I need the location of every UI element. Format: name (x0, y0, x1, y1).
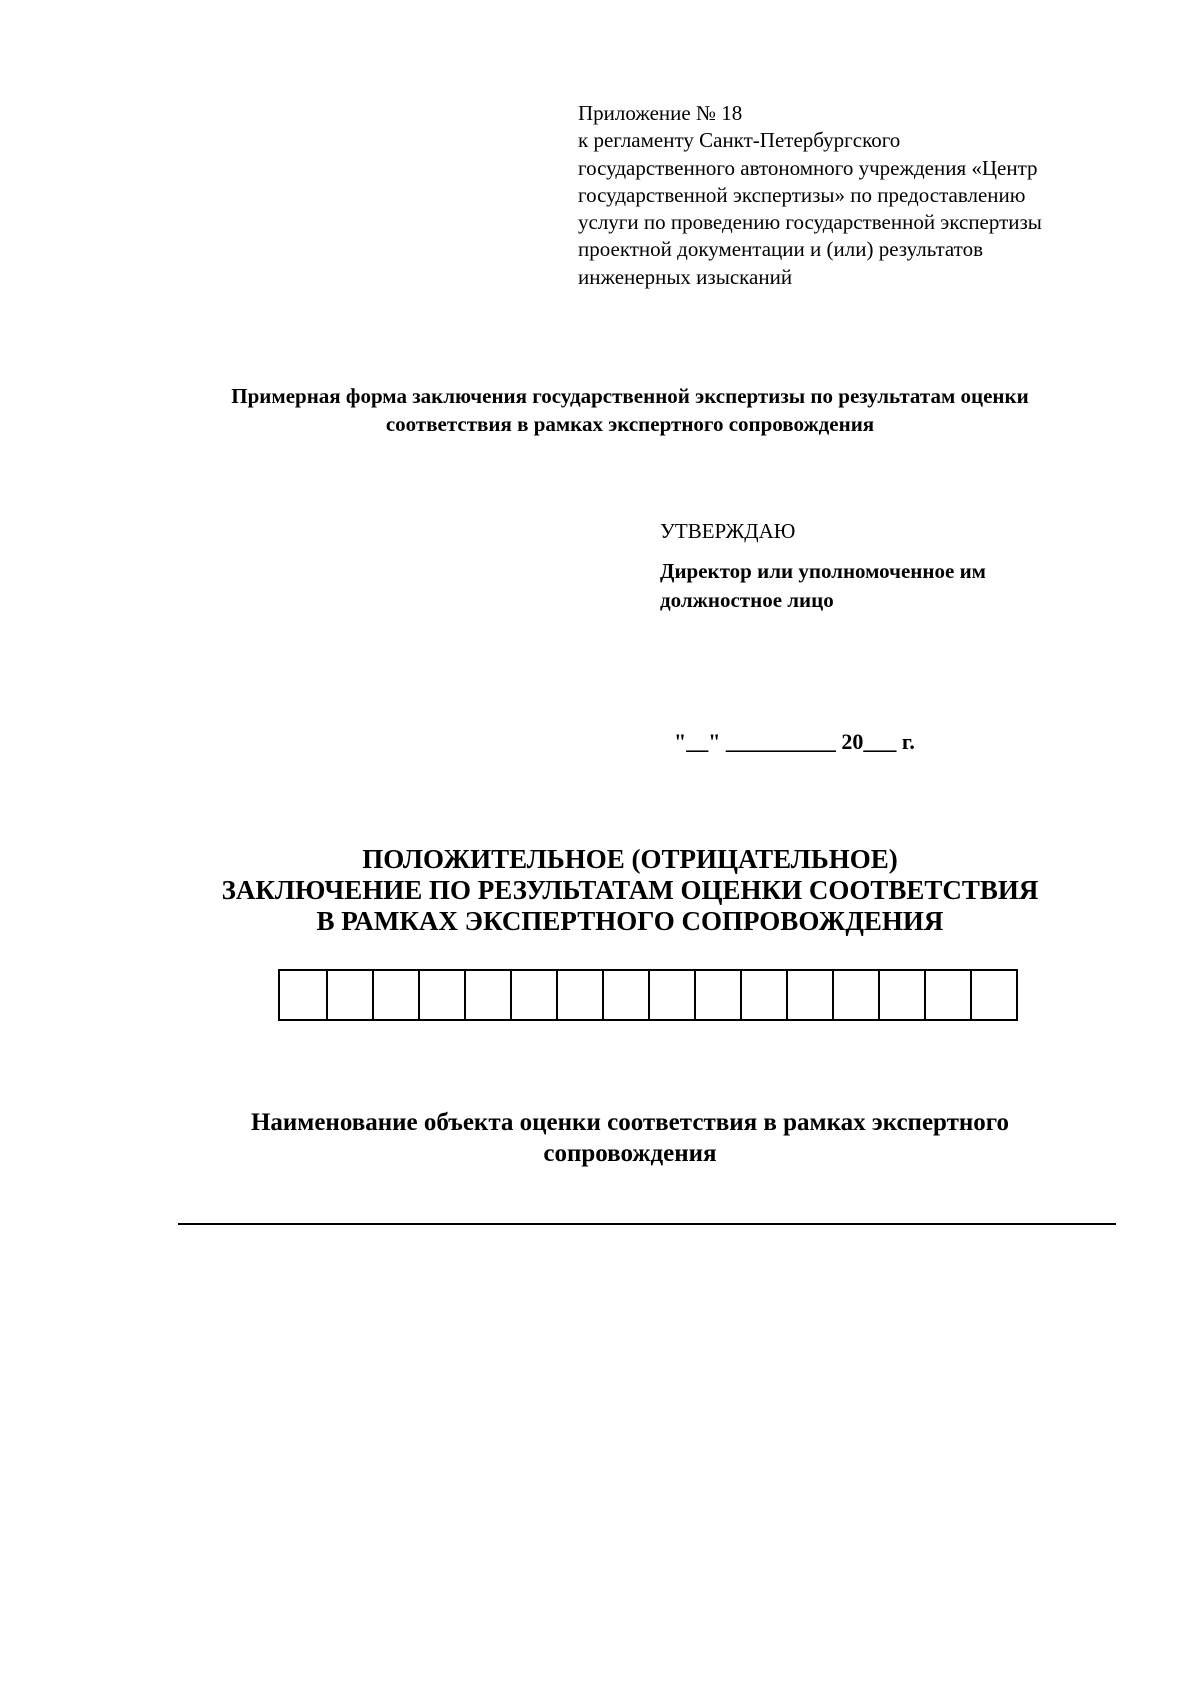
appendix-line: услуги по проведению государственной экспертизы (578, 210, 1042, 235)
object-title-line: Наименование объекта оценки соответствия в рамках экспертного (250, 1109, 1010, 1136)
appendix-line: Приложение № 18 (578, 101, 743, 125)
number-box-cell (418, 971, 464, 1019)
number-box-cell (510, 971, 556, 1019)
number-box-cell (694, 971, 740, 1019)
approval-role (660, 557, 1160, 615)
approval-word: УТВЕРЖДАЮ (660, 519, 796, 543)
number-box-cell (878, 971, 924, 1019)
number-box-cell (556, 971, 602, 1019)
form-title (150, 382, 1110, 438)
object-title (150, 1107, 1110, 1169)
number-box-cell (326, 971, 372, 1019)
object-title-line: сопровождения (543, 1140, 717, 1167)
approval-block (660, 518, 1160, 615)
number-box-cell (602, 971, 648, 1019)
object-name-underline (178, 1223, 1116, 1225)
conclusion-title-line: ПОЛОЖИТЕЛЬНОЕ (ОТРИЦАТЕЛЬНОЕ) (362, 844, 898, 874)
conclusion-title-line: В РАМКАХ ЭКСПЕРТНОГО СОПРОВОЖДЕНИЯ (316, 906, 944, 936)
number-box-cell (372, 971, 418, 1019)
appendix-line: проектной документации и (или) результатов (578, 237, 983, 262)
date-field: "__" __________ 20___ г. (674, 729, 915, 754)
appendix-line: инженерных изысканий (578, 264, 793, 289)
number-box-cell (740, 971, 786, 1019)
appendix-line: государственной экспертизы» по предоставлению (578, 182, 1026, 207)
number-box-cell (786, 971, 832, 1019)
number-box-cell (970, 971, 1016, 1019)
appendix-line: государственного автономного учреждения «Центр (578, 155, 1038, 180)
form-title-line: соответствия в рамках экспертного сопровождения (385, 412, 875, 436)
approval-role-line: должностное лицо (660, 588, 834, 612)
appendix-reference (578, 100, 1138, 291)
conclusion-title (150, 844, 1110, 937)
appendix-line: к регламенту Санкт-Петербургского (578, 128, 901, 153)
number-box-cell (280, 971, 326, 1019)
number-box-cell (648, 971, 694, 1019)
number-box-cell (924, 971, 970, 1019)
conclusion-number-boxes (278, 969, 1018, 1021)
form-title-line: Примерная форма заключения государственной экспертизы по результатам оценки (231, 384, 1029, 408)
approval-role-line: Директор или уполномоченное им (660, 559, 986, 583)
number-box-cell (464, 971, 510, 1019)
conclusion-title-line: ЗАКЛЮЧЕНИЕ ПО РЕЗУЛЬТАТАМ ОЦЕНКИ СООТВЕТСТВИЯ (221, 875, 1039, 905)
number-box-cell (832, 971, 878, 1019)
